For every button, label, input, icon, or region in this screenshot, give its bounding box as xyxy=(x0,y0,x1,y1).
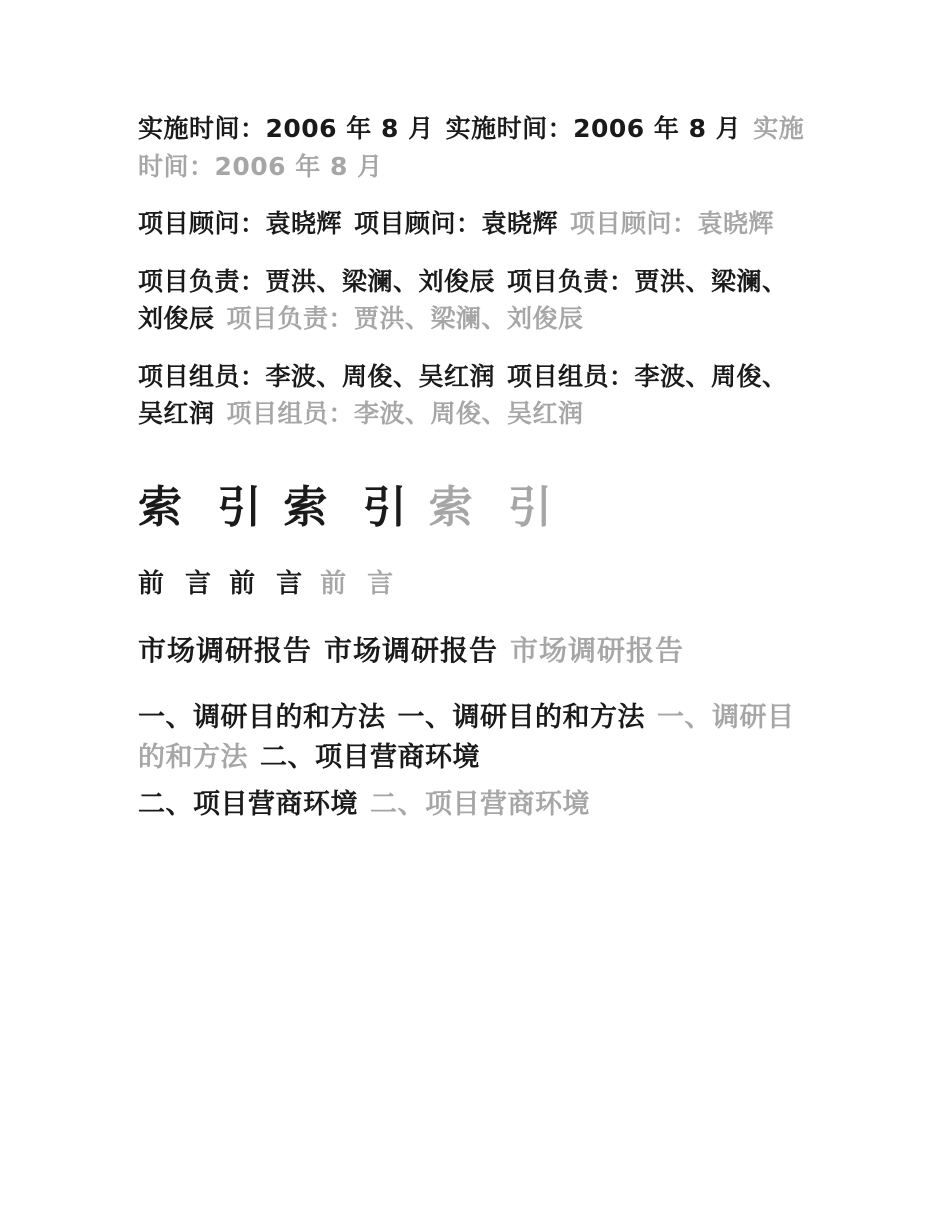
report-title-secondary: 市场调研报告 xyxy=(324,633,499,667)
toc-item-section-two[interactable] xyxy=(138,785,810,826)
preface-heading xyxy=(138,565,810,604)
report-title-ghost: 市场调研报告 xyxy=(510,633,685,667)
index-heading xyxy=(138,475,810,541)
index-heading-ghost: 索 引 xyxy=(428,481,562,533)
project-leads-secondary: 项目负责：贾洪、梁澜、刘俊辰 xyxy=(138,266,788,333)
report-title xyxy=(138,630,810,672)
section-one-ghost: 一、调研目的和方法 xyxy=(138,701,795,773)
meta-line-project-advisor xyxy=(138,205,810,243)
implementation-time-ghost: 实施时间：2006 年 8 月 xyxy=(138,114,805,181)
project-members-secondary: 项目组员：李波、周俊、吴红润 xyxy=(138,361,788,428)
preface-primary: 前 言 xyxy=(138,568,218,599)
project-members-primary: 项目组员：李波、周俊、吴红润 xyxy=(138,361,496,391)
index-heading-secondary: 索 引 xyxy=(283,481,417,533)
project-leads-ghost: 项目负责：贾洪、梁澜、刘俊辰 xyxy=(226,304,584,333)
meta-line-project-leads xyxy=(138,263,810,338)
section-one-tail: 二、项目营商环境 xyxy=(260,742,480,773)
project-advisor-secondary: 项目顾问：袁晓辉 xyxy=(354,209,559,238)
project-leads-primary: 项目负责：贾洪、梁澜、刘俊辰 xyxy=(138,266,496,296)
project-members-ghost: 项目组员：李波、周俊、吴红润 xyxy=(226,399,584,428)
report-title-primary: 市场调研报告 xyxy=(138,633,313,667)
toc-item-section-one[interactable] xyxy=(138,698,810,779)
preface-ghost: 前 言 xyxy=(320,568,400,599)
section-one-secondary: 一、调研目的和方法 xyxy=(397,701,645,733)
meta-line-project-members xyxy=(138,358,810,433)
implementation-time-primary: 实施时间：2006 年 8 月 xyxy=(138,114,434,143)
project-advisor-ghost: 项目顾问：袁晓辉 xyxy=(570,209,775,238)
preface-secondary: 前 言 xyxy=(229,568,309,599)
section-two-primary: 二、项目营商环境 xyxy=(138,788,358,820)
project-advisor-primary: 项目顾问：袁晓辉 xyxy=(138,209,343,238)
section-two-ghost: 二、项目营商环境 xyxy=(370,788,590,820)
meta-line-implementation-time xyxy=(138,110,810,185)
implementation-time-secondary: 实施时间：2006 年 8 月 xyxy=(445,114,742,143)
index-heading-primary: 索 引 xyxy=(138,481,272,533)
section-one-primary: 一、调研目的和方法 xyxy=(138,701,386,733)
